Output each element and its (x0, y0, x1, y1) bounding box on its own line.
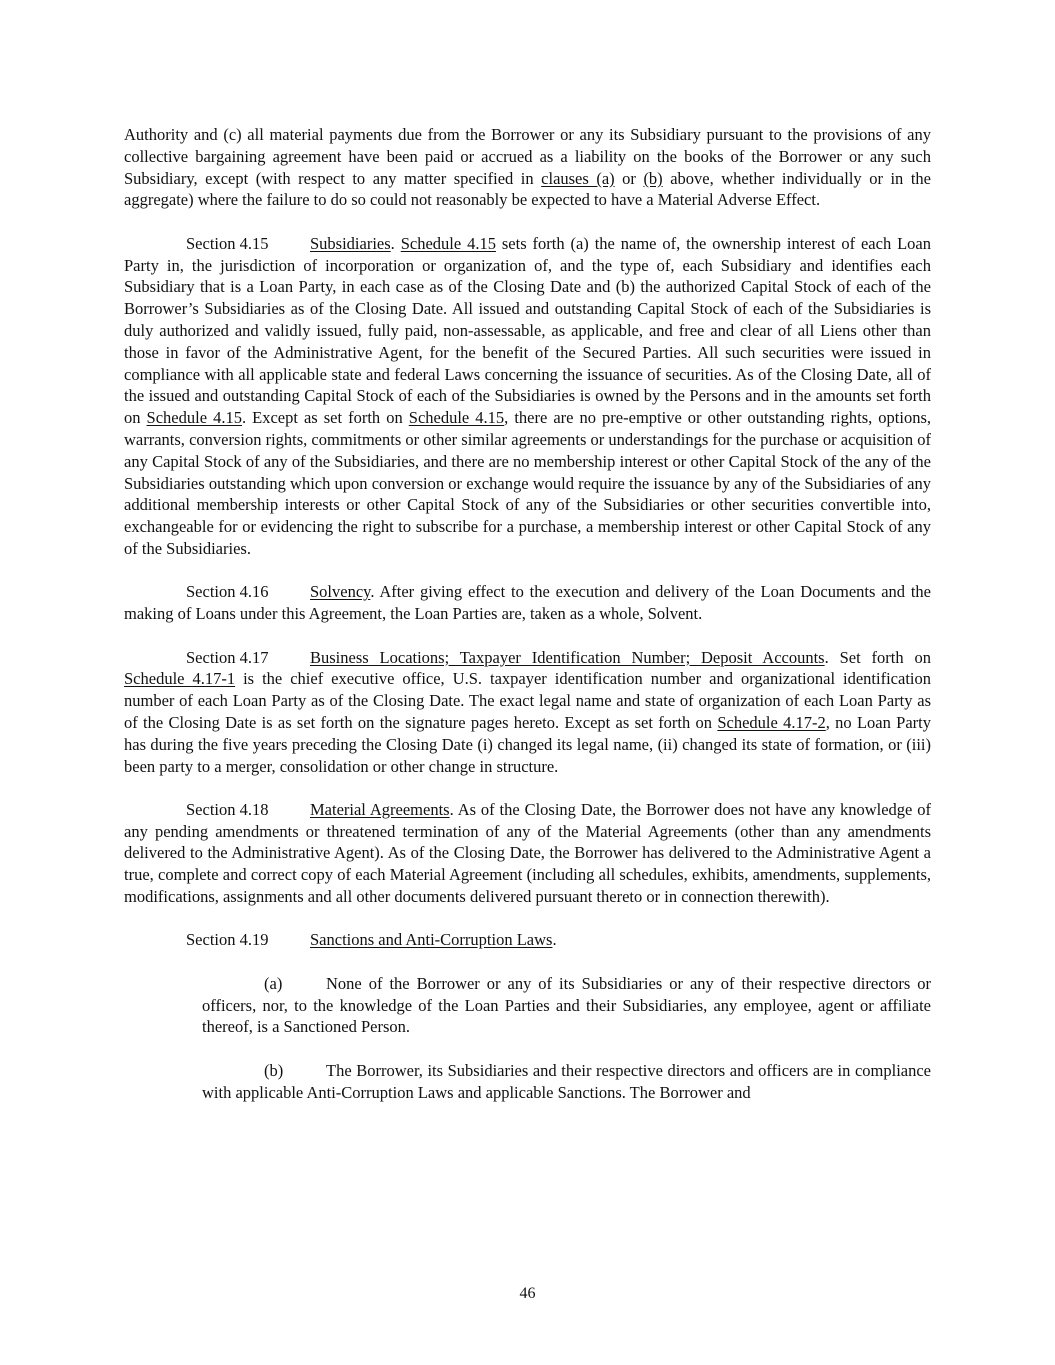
section-4-17-business-locations: Section 4.17 Business Locations; Taxpayer Identification Number; Deposit Accounts. Set forth on Schedule 4.17-1 is the chief executive office, U.S. taxpayer identification number and organizational identification number of each Loan Party as of the Closing Date. The exact legal name and state of organization of each Loan Party as of the Closing Date is as set forth on the signature pages hereto. Except as set forth on Schedule 4.17-2, no Loan Party has during the five years preceding the Closing Date (i) changed its legal name, (ii) changed its state of formation, or (iii) been party to a merger, consolidation or other change in structure. (124, 647, 932, 776)
paragraph-authority-continuation: Authority and (c) all material payments due from the Borrower or any its Subsidiary pursuant to the provisions of any collective bargaining agreement have been paid or accrued as a liability on the books of the Borrower or any such Subsidiary, except (with respect to any matter specified in clauses (a) or (b) above, whether individually or in the aggregate) where the failure to do so could not reasonably be expected to have a Material Adverse Effect. (124, 125, 931, 210)
section-4-19-sanctions: Section 4.19 Sanctions and Anti-Corruption Laws. (186, 930, 557, 950)
schedule-reference: Schedule 4.15 (408, 408, 505, 428)
schedule-reference: Schedule 4.15 (146, 408, 242, 428)
section-number: Section 4.17 (186, 647, 269, 667)
page-body (124, 124, 931, 1125)
schedule-reference: Schedule 4.17-1 (124, 669, 236, 689)
section-number: Section 4.19 (186, 930, 269, 950)
section-4-18-material-agreements: Section 4.18 Material Agreements. As of the Closing Date, the Borrower does not have any knowledge of any pending amendments or threatened termination of any of the Material Agreements (other than any amendments delivered to the Administrative Agent). As of the Closing Date, the Borrower has delivered to the Administrative Agent a true, complete and correct copy of each Material Agreement (including all schedules, exhibits, amendments, supplements, modifications, assignments and all other documents delivered pursuant thereto or in connection therewith). (124, 799, 931, 907)
subsection-label: (b) (264, 1060, 284, 1080)
schedule-reference: Schedule 4.15 (400, 233, 496, 253)
section-number: Section 4.15 (186, 233, 269, 253)
schedule-reference: Schedule 4.17-2 (717, 712, 826, 732)
section-title: Material Agreements (310, 799, 450, 819)
section-title: Business Locations; Taxpayer Identification Number; Deposit Accounts (310, 647, 825, 667)
clause-a-reference: clauses (a) (541, 168, 615, 188)
subsection-a: (a) None of the Borrower or any of its Subsidiaries or any of their respective directors or officers, nor, to the knowledge of the Loan Parties and their Subsidiaries, any employee, agent or affiliate thereof, is a Sanctioned Person. (202, 973, 931, 1037)
section-number: Section 4.16 (186, 582, 269, 602)
section-number: Section 4.18 (186, 799, 269, 819)
section-4-15-subsidiaries: Section 4.15 Subsidiaries. Schedule 4.15 sets forth (a) the name of, the ownership interest of each Loan Party in, the jurisdiction of incorporation or organization of, and the type of, each Subsidiary and identifies each Subsidiary that is a Loan Party, in each case as of the Closing Date and (b) the authorized Capital Stock of each of the Borrower’s Subsidiaries as of the Closing Date. All issued and outstanding Capital Stock of each of the Subsidiaries is duly authorized and validly issued, fully paid, non-assessable, as applicable, and free and clear of all Liens other than those in favor of the Administrative Agent, for the benefit of the Secured Parties. All such securities were issued in compliance with all applicable state and federal Laws concerning the issuance of securities. As of the Closing Date, all of the issued and outstanding Capital Stock of each of the Subsidiaries is owned by the Persons and in the amounts set forth on Schedule 4.15. Except as set forth on Schedule 4.15, there are no pre-emptive or other outstanding rights, options, warrants, conversion rights, commitments or other similar agreements or understandings for the purchase or acquisition of any Capital Stock of any of the Subsidiaries, and there are no membership interest or other Capital Stock of the any of the Subsidiaries outstanding which upon conversion or exchange would require the issuance by any of the Subsidiaries of any additional membership interests or other Capital Stock of any of the Subsidiaries or other securities convertible into, exchangeable for or evidencing the right to subscribe for a purchase, a membership interest or other Capital Stock of any of the Subsidiaries. (124, 233, 932, 558)
subsection-b: (b) The Borrower, its Subsidiaries and their respective directors and officers are in compliance with applicable Anti-Corruption Laws and applicable Sanctions. The Borrower and (202, 1060, 931, 1102)
section-4-16-solvency: Section 4.16 Solvency. After giving effect to the execution and delivery of the Loan Documents and the making of Loans under this Agreement, the Loan Parties are, taken as a whole, Solvent. (124, 582, 931, 624)
page-number: 46 (519, 1285, 536, 1302)
section-title: Solvency (310, 582, 371, 602)
section-title: Sanctions and Anti-Corruption Laws (310, 930, 553, 950)
section-title: Subsidiaries (310, 233, 391, 253)
subsection-label: (a) (264, 973, 283, 993)
clause-b-reference: (b) (643, 168, 663, 188)
